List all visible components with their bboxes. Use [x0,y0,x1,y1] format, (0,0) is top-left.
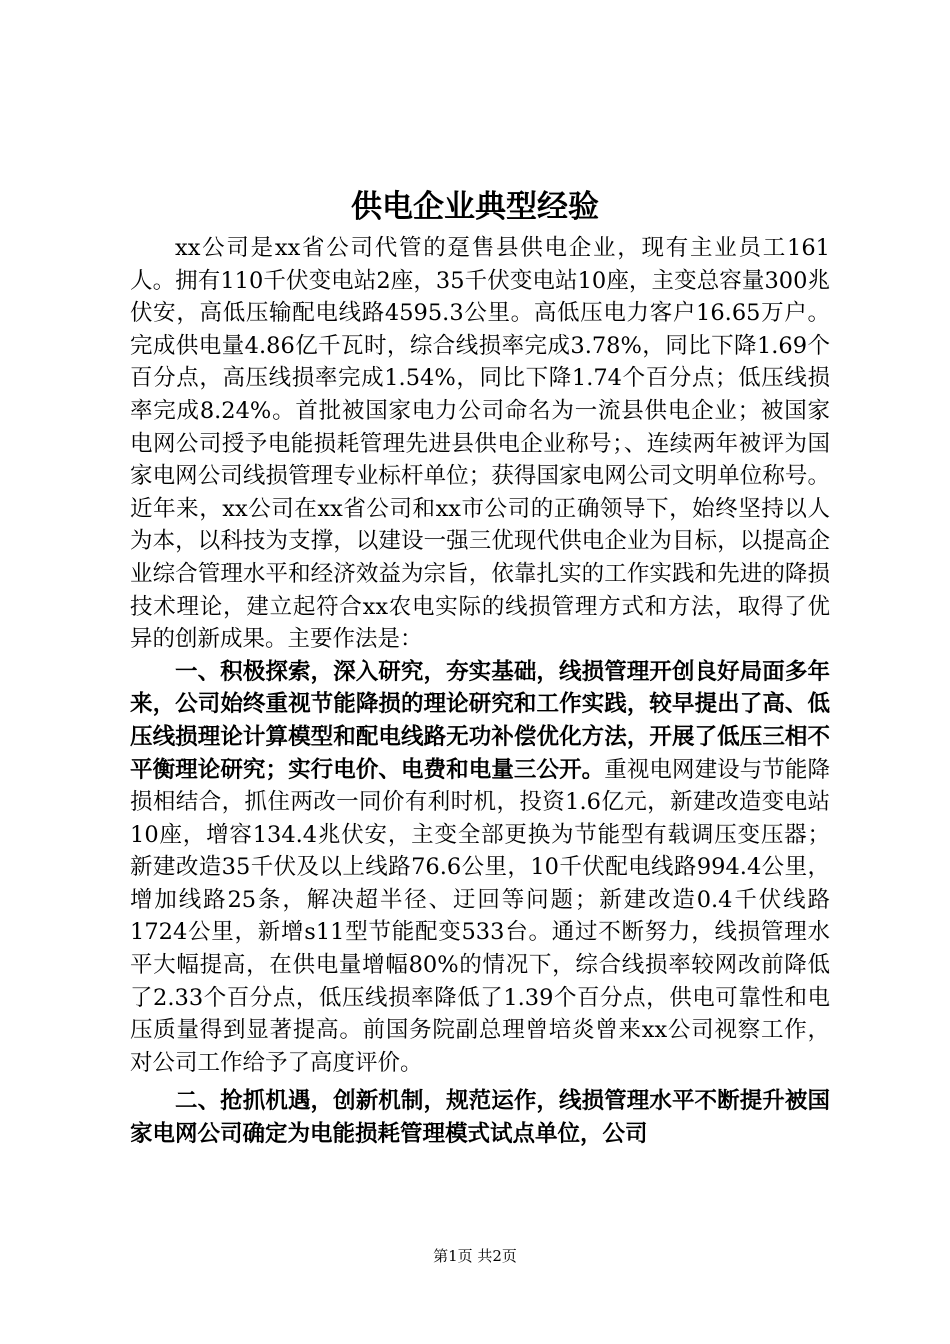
paragraph-text: 重视电网建设与节能降损相结合，抓住两改一同价有利时机，投资1.6亿元，新建改造变电站10座，增容134.4兆伏安，主变全部更换为节能型有载调压变压器；新建改造35千伏及以上线路76.6公里，10千伏配电线路994.4公里，增加线路25条，解决超半径、迂回等问题；新建改造0.4千伏线路1724公里，新增s11型节能配变533台。通过不断努力，线损管理水平大幅提高，在供电量增幅80%的情况下，综合线损率较网改前降低了2.33个百分点，低压线损率降低了1.39个百分点，供电可靠性和电压质量得到显著提高。前国务院副总理曾培炎曾来xx公司视察工作，对公司工作给予了高度评价。 [130,756,830,1076]
paragraph-section-1 [130,656,830,1080]
section-heading: 一、积极探索，深入研究，夯实基础，线损管理开创良好局面多年来，公司始终重视节能降损的理论研究和工作实践，较早提出了高、低压线损理论计算模型和配电线路无功补偿优化方法，开展了低压三相不平衡理论研究；实行电价、电费和电量三公开。 [130,658,830,783]
document-title: 供电企业典型经验 [351,189,599,225]
paragraph-intro [130,232,830,656]
section-heading: 二、抢抓机遇，创新机制，规范运作，线损管理水平不断提升被国家电网公司确定为电能损耗管理模式试点单位，公司 [130,1088,830,1148]
paragraph-text: xx公司是xx省公司代管的趸售县供电企业，现有主业员工161人。拥有110千伏变电站2座，35千伏变电站10座，主变总容量300兆伏安，高低压输配电线路4595.3公里。高低压电力客户16.65万户。完成供电量4.86亿千瓦时，综合线损率完成3.78%，同比下降1.69个百分点，高压线损率完成1.54%，同比下降1.74个百分点；低压线损率完成8.24%。首批被国家电力公司命名为一流县供电企业；被国家电网公司授予电能损耗管理先进县供电企业称号；、连续两年被评为国家电网公司线损管理专业标杆单位；获得国家电网公司文明单位称号。近年来，xx公司在xx省公司和xx市公司的正确领导下，始终坚持以人为本，以科技为支撑，以建设一强三优现代供电企业为目标，以提高企业综合管理水平和经济效益为宗旨，依靠扎实的工作实践和先进的降损技术理论，建立起符合xx农电实际的线损管理方式和方法，取得了优异的创新成果。主要作法是： [130,235,830,653]
document-body [130,232,830,1151]
paragraph-section-2 [130,1085,830,1150]
page-footer: 第1页 共2页 [433,1247,517,1265]
